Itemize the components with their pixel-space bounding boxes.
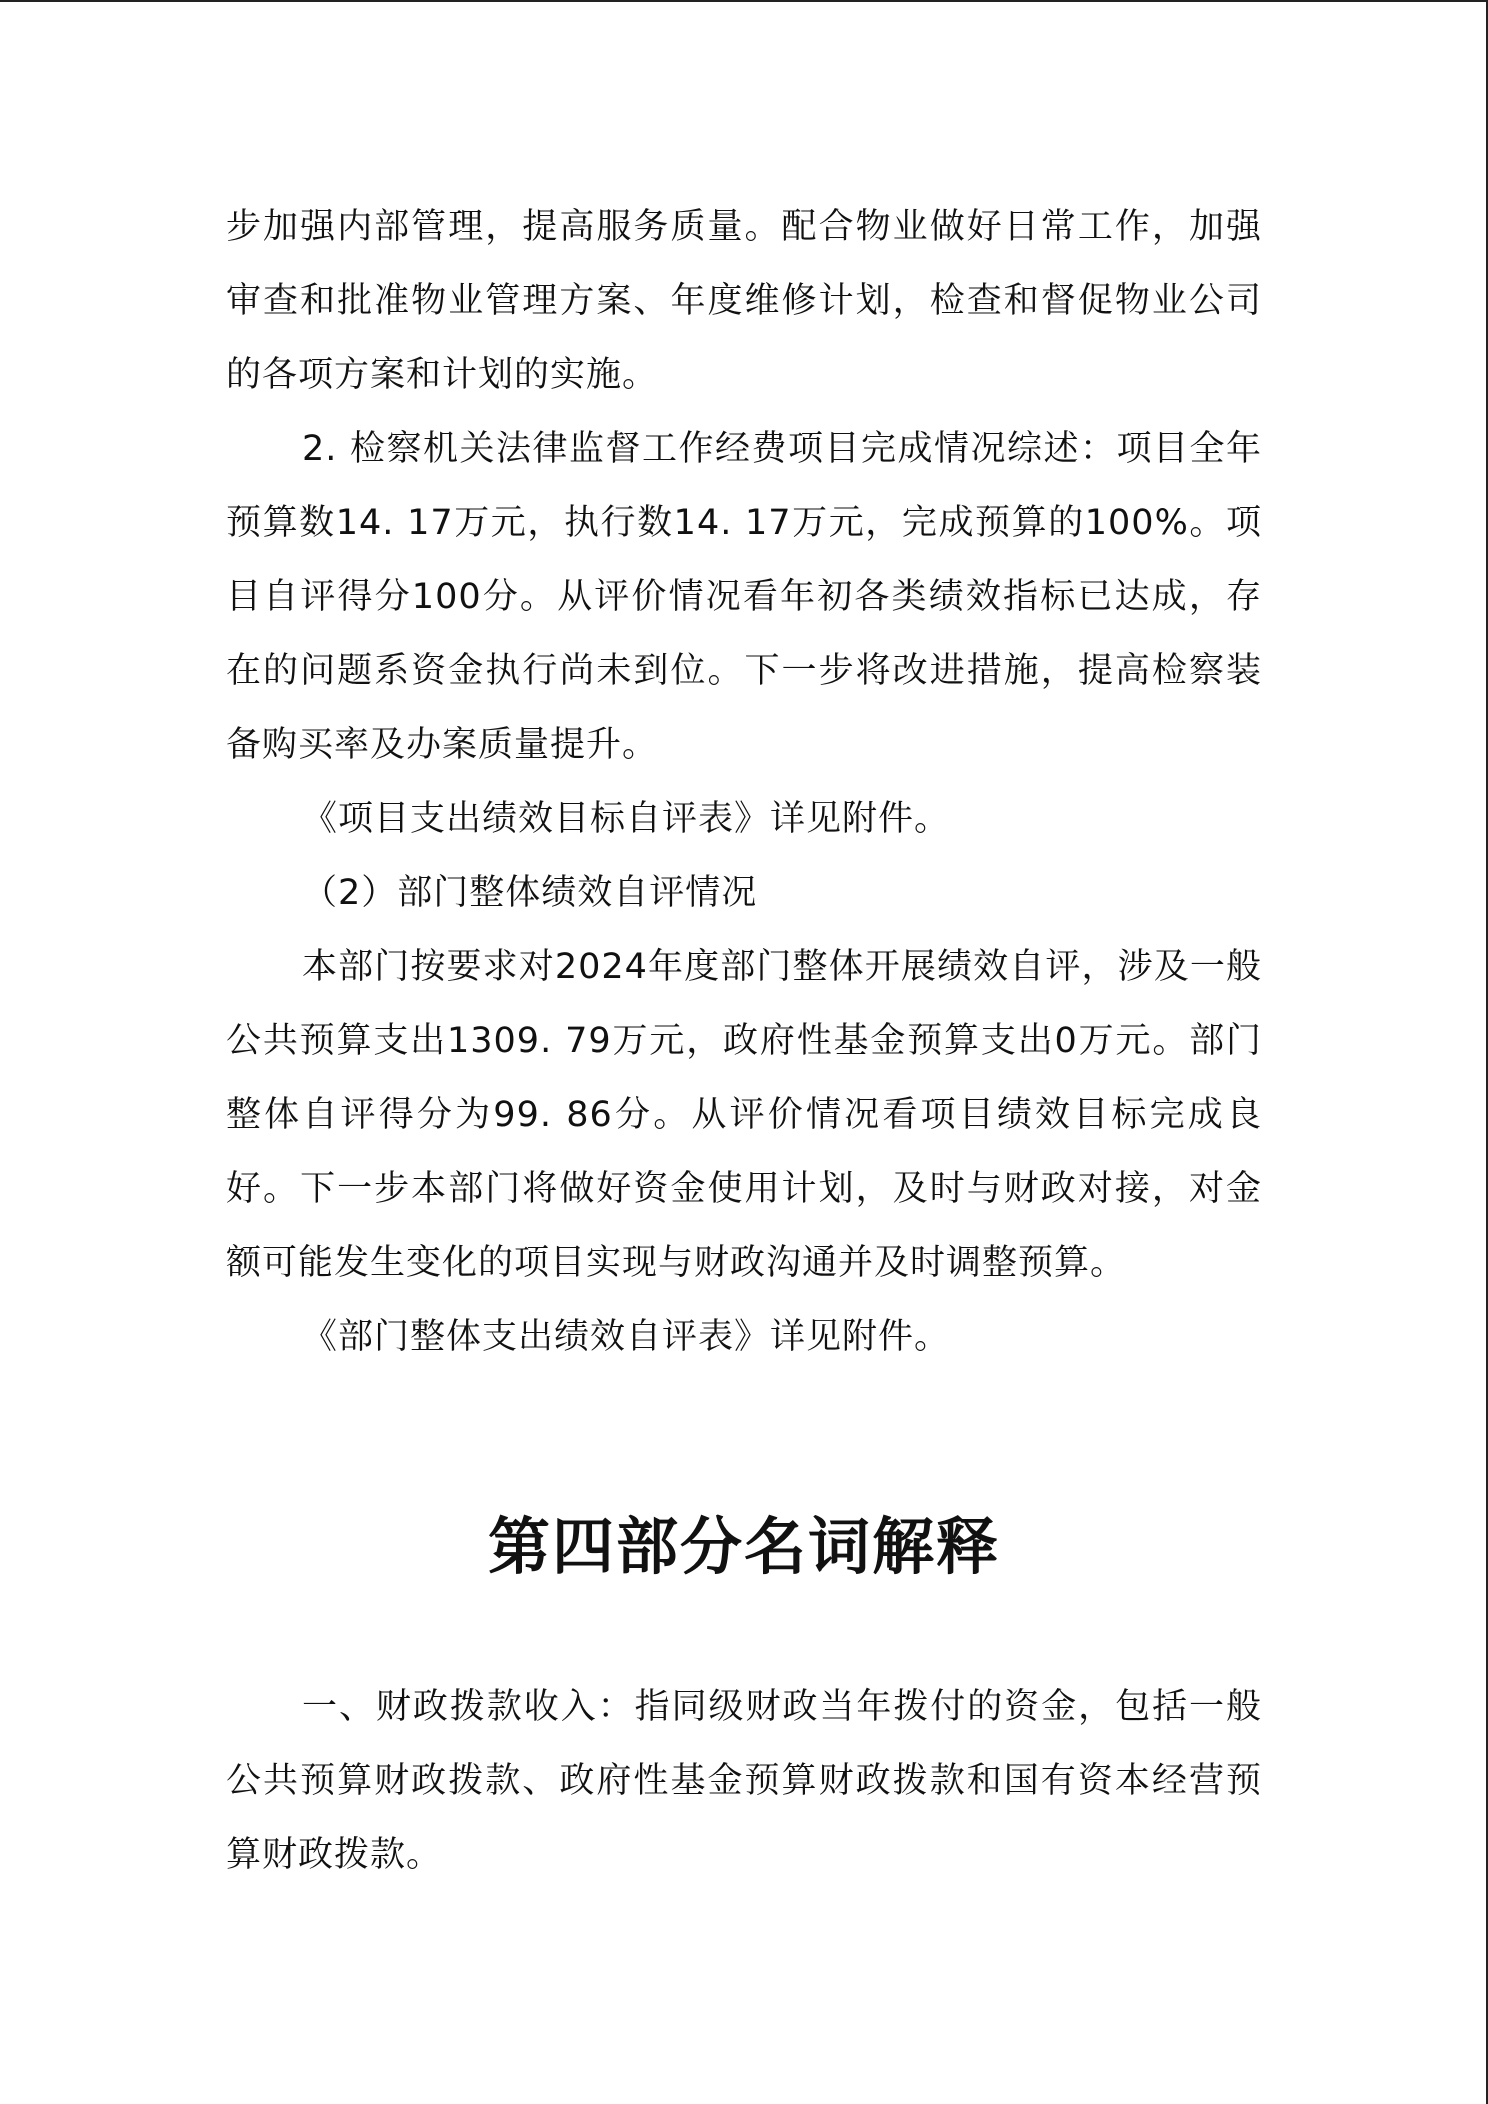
paragraph-department-table-reference: 《部门整体支出绩效自评表》详见附件。 [302,1317,951,1357]
paragraph-property-management: 步加强内部管理，提高服务质量。配合物业做好日常工作，加强审查和批准物业管理方案、年度维修计划，检查和督促物业公司的各项方案和计划的实施。 [226,207,1262,395]
paragraph-supervision-funding-summary: 2. 检察机关法律监督工作经费项目完成情况综述：项目全年预算数14. 17万元，执行数14. 17万元，完成预算的100%。项目自评得分100分。从评价情况看年初各类绩效指标已达成，存在的问题系资金执行尚未到位。下一步将改进措施，提高检察装备购买率及办案质量提升。 [226,429,1262,765]
section-title: 第四部分名词解释 [487,1510,1000,1583]
paragraph-project-table-reference: 《项目支出绩效目标自评表》详见附件。 [302,799,951,839]
paragraph-fiscal-appropriation-definition: 一、财政拨款收入：指同级财政当年拨付的资金，包括一般公共预算财政拨款、政府性基金预算财政拨款和国有资本经营预算财政拨款。 [226,1687,1262,1875]
paragraph-department-evaluation: 本部门按要求对2024年度部门整体开展绩效自评，涉及一般公共预算支出1309. 79万元，政府性基金预算支出0万元。部门整体自评得分为99. 86分。从评价情况看项目绩效目标完成良好。下一步本部门将做好资金使用计划，及时与财政对接，对金额可能发生变化的项目实现与财政沟通并及时调整预算。 [226,947,1262,1283]
subheading-department-evaluation: （2）部门整体绩效自评情况 [302,873,758,913]
